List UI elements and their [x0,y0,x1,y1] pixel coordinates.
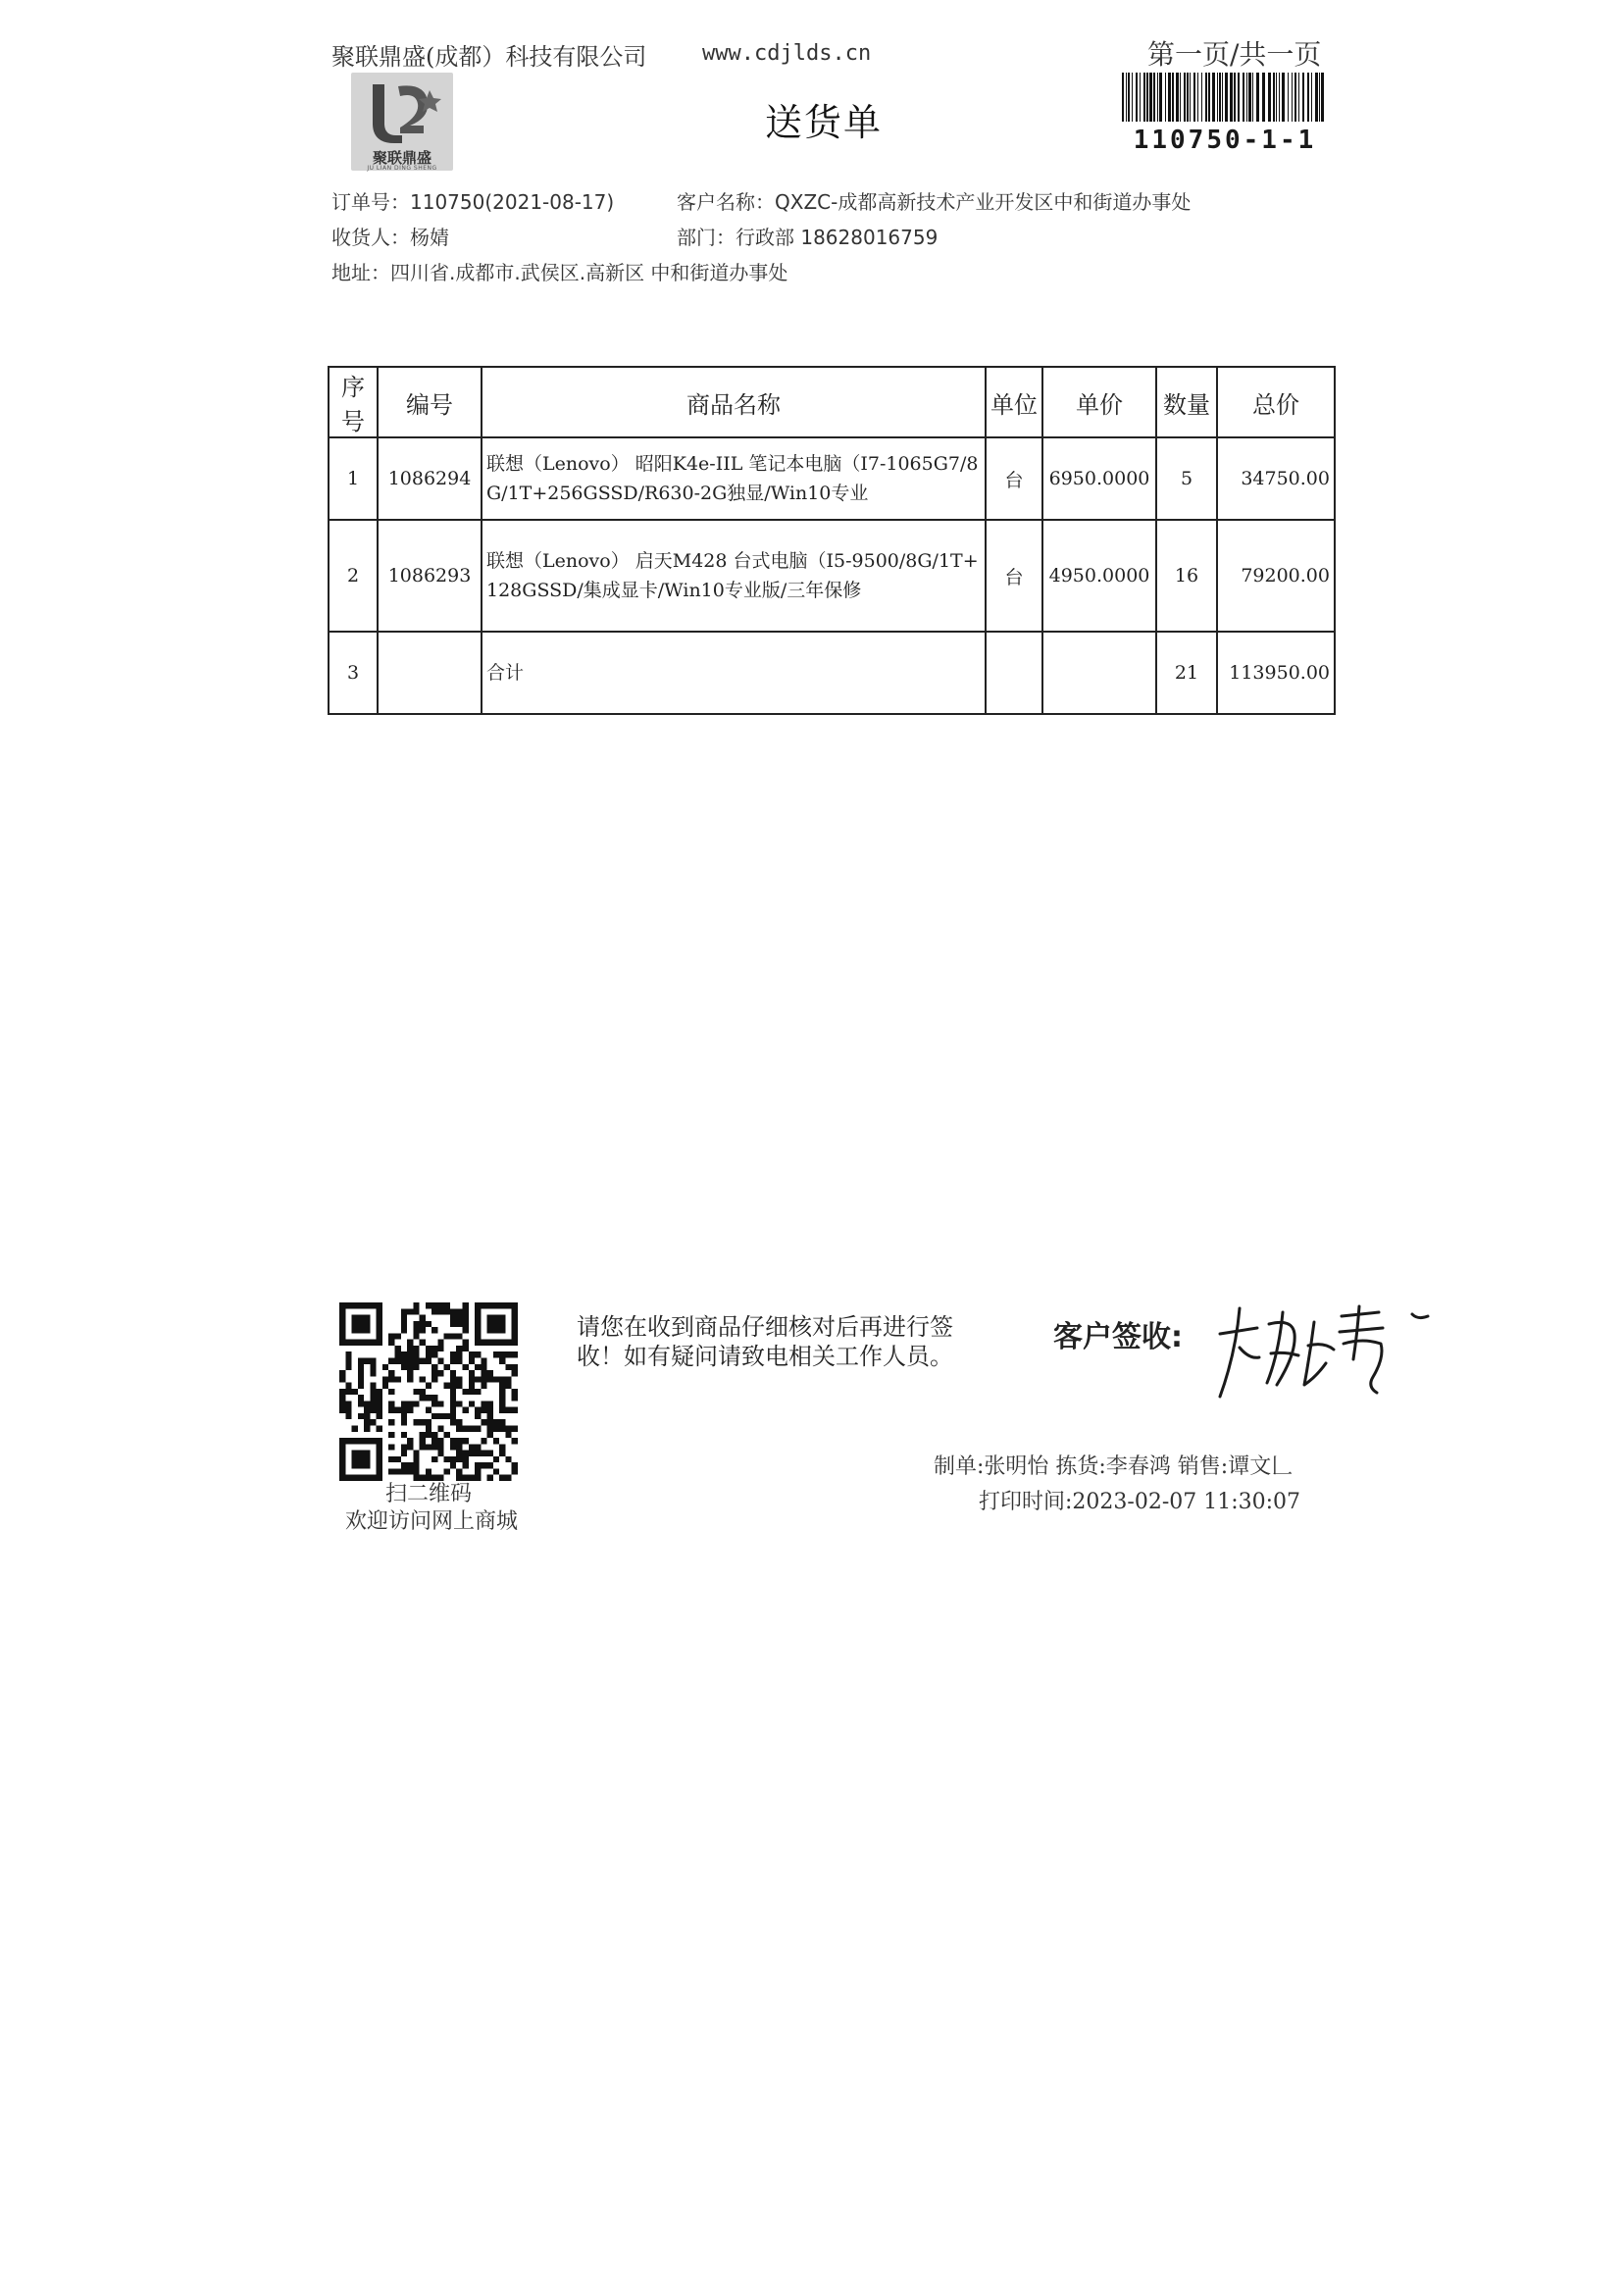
header-quantity: 数量 [1156,367,1217,437]
cell-total: 113950.00 [1217,632,1335,714]
cell-quantity: 21 [1156,632,1217,714]
header-total: 总价 [1217,367,1335,437]
page-indicator: 第一页/共一页 [1147,38,1322,71]
staff-info: 制单:张明怡 拣货:李春鸿 销售:谭文𠃊 [934,1454,1294,1479]
header-product-name: 商品名称 [482,367,986,437]
cell-unit [986,632,1042,714]
cell-code [378,632,482,714]
department: 部门：行政部 18628016759 [677,226,939,249]
table-row [329,437,1335,520]
address: 地址：四川省.成都市.武侯区.高新区 中和街道办事处 [331,261,788,284]
handwritten-signature [1206,1295,1442,1412]
cell-unit-price [1042,632,1156,714]
document-title: 送货单 [765,101,884,144]
barcode-number: 110750-1-1 [1133,126,1317,155]
cell-seq: 2 [329,520,378,632]
customer-name: 客户名称：QXZC-成都高新技术产业开发区中和街道办事处 [677,190,1192,214]
qr-caption-mall: 欢迎访问网上商城 [344,1509,518,1534]
customer-signature-label: 客户签收: [1053,1320,1183,1354]
cell-unit-price: 4950.0000 [1042,520,1156,632]
qr-caption: 扫二维码 [384,1482,472,1506]
cell-product-name: 合计 [482,632,986,714]
table-header-row [329,367,1335,437]
cell-code: 1086294 [378,437,482,520]
cell-total: 34750.00 [1217,437,1335,520]
order-number: 订单号：110750(2021-08-17) [331,190,615,214]
cell-unit: 台 [986,437,1042,520]
cell-product-name: 联想（Lenovo） 昭阳K4e-IIL 笔记本电脑（I7-1065G7/8G/1T+256GSSD/R630-2G独显/Win10专业 [482,437,986,520]
receiver: 收货人：杨婧 [331,226,449,249]
cell-unit-price: 6950.0000 [1042,437,1156,520]
cell-quantity: 5 [1156,437,1217,520]
table-row [329,520,1335,632]
cell-total: 79200.00 [1217,520,1335,632]
company-website: www.cdjlds.cn [702,41,872,66]
cell-seq: 1 [329,437,378,520]
cell-quantity: 16 [1156,520,1217,632]
receipt-notice: 请您在收到商品仔细核对后再进行签收！如有疑问请致电相关工作人员。 [577,1313,953,1370]
header-unit-price: 单价 [1042,367,1156,437]
logo-text: 聚联鼎盛 [372,149,431,167]
qr-code-icon [339,1302,518,1481]
table-row-total [329,632,1335,714]
header-unit: 单位 [986,367,1042,437]
header-code: 编号 [378,367,482,437]
cell-unit: 台 [986,520,1042,632]
cell-code: 1086293 [378,520,482,632]
cell-seq: 3 [329,632,378,714]
items-table [328,366,1336,715]
logo-subtext: JU LIAN DING SHENG [367,165,437,172]
barcode-icon [1122,73,1324,122]
header-seq: 序号 [329,367,378,437]
cell-product-name: 联想（Lenovo） 启天M428 台式电脑（I5-9500/8G/1T+128GSSD/集成显卡/Win10专业版/三年保修 [482,520,986,632]
company-name: 聚联鼎盛(成都）科技有限公司 [331,43,647,71]
print-time: 打印时间:2023-02-07 11:30:07 [979,1490,1301,1514]
